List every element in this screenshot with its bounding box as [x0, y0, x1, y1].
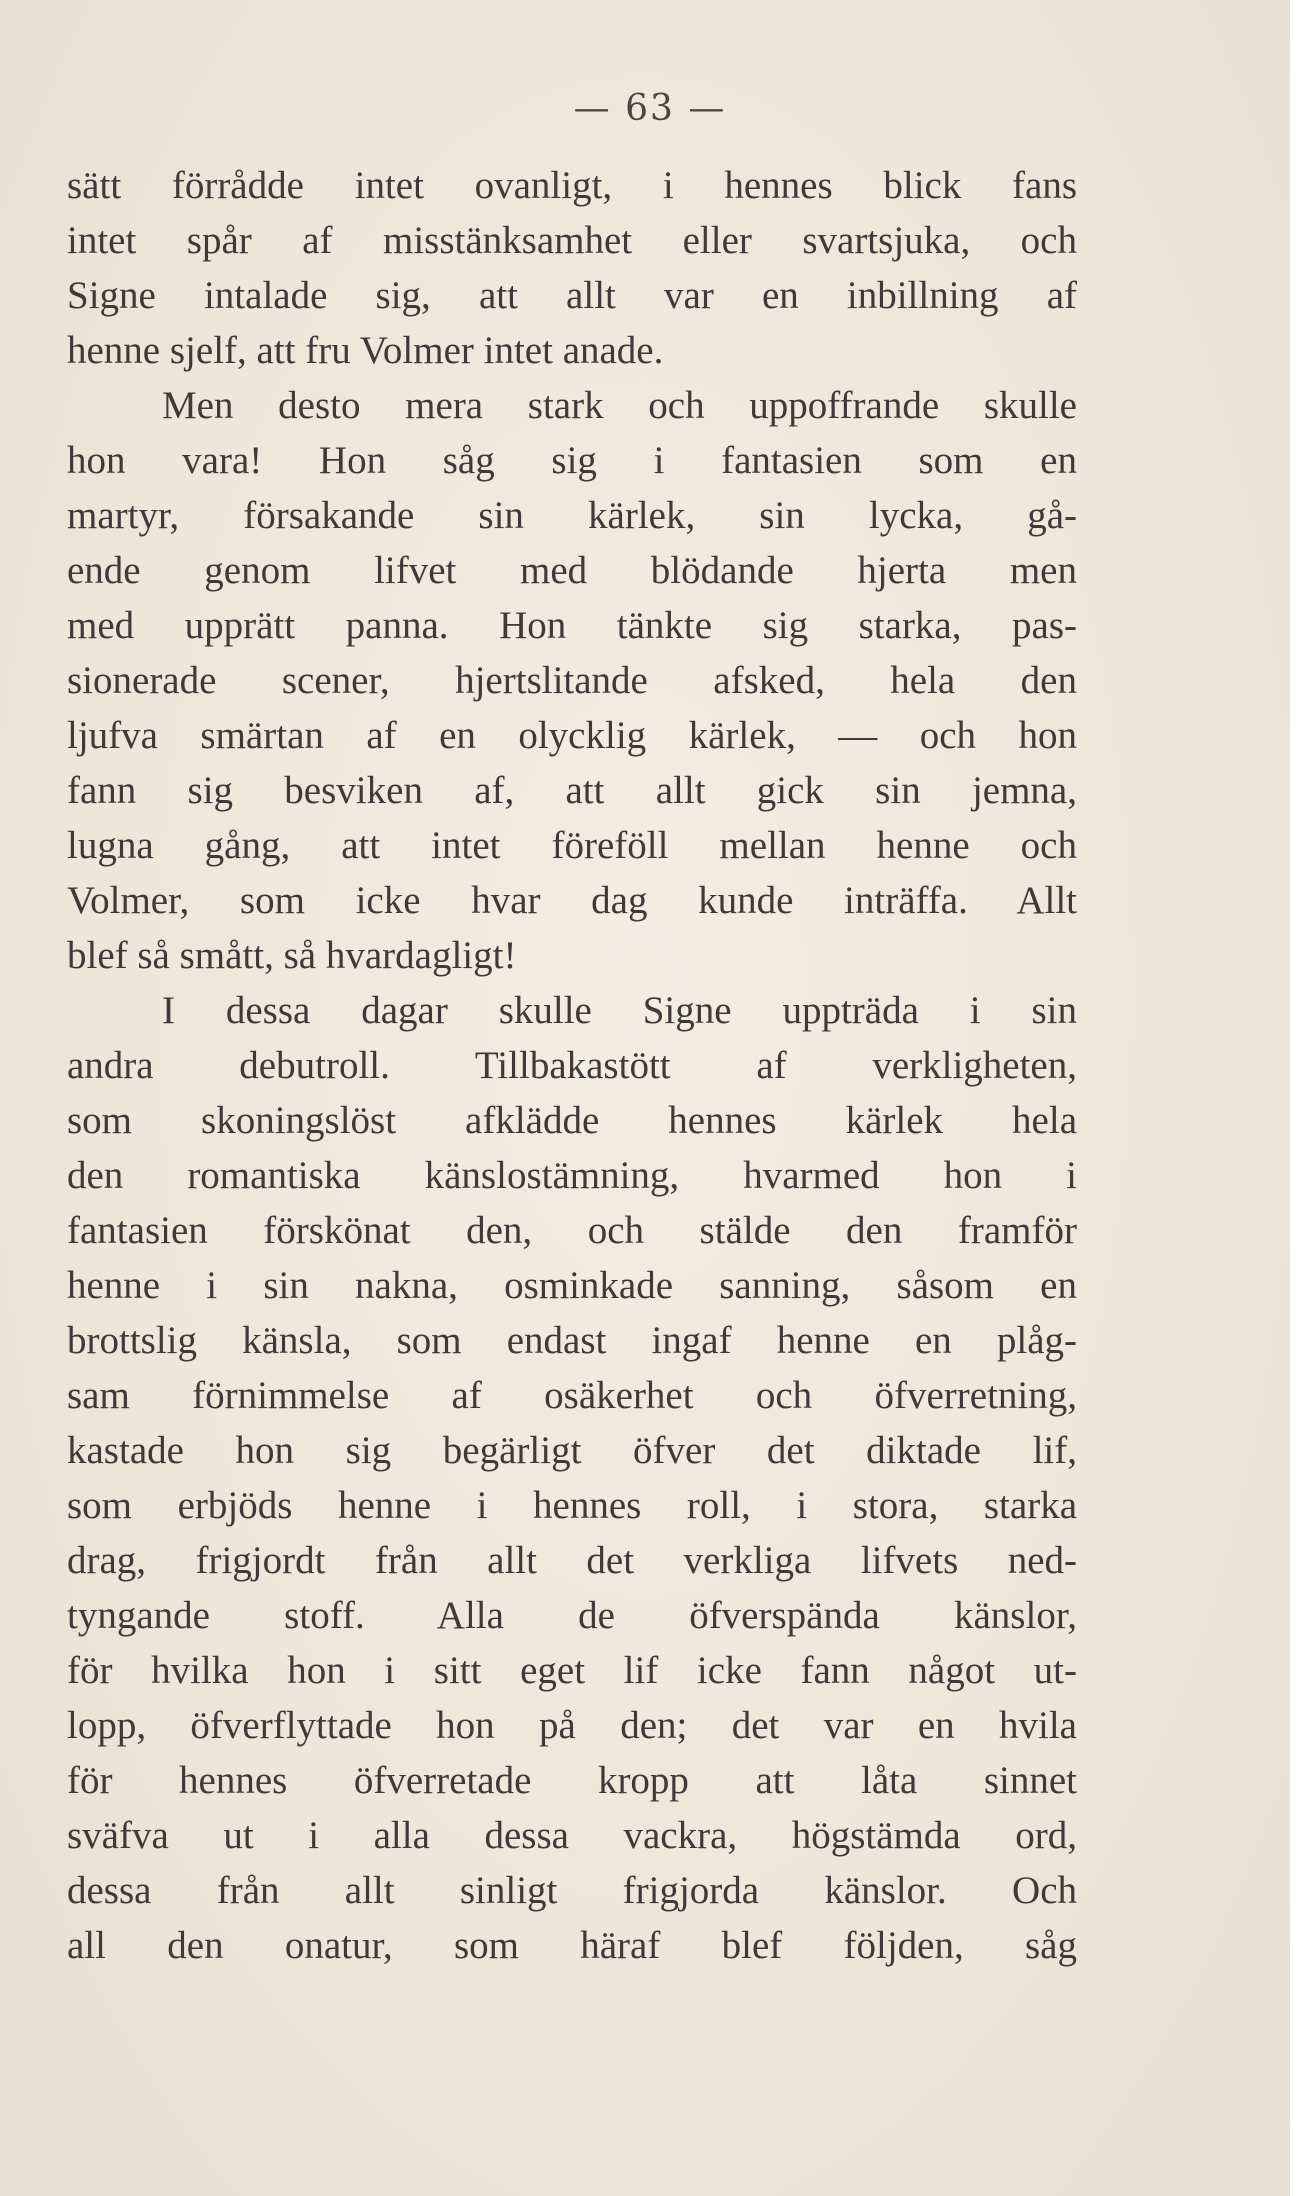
body-text: [67, 158, 1077, 1973]
text-line: Volmer, som icke hvar dag kunde inträffa. Allt: [67, 879, 1077, 922]
text-line: för hvilka hon i sitt eget lif icke fann något ut-: [67, 1649, 1077, 1692]
text-line: som erbjöds henne i hennes roll, i stora, starka: [67, 1484, 1077, 1527]
text-line: fantasien förskönat den, och stälde den framför: [67, 1209, 1077, 1252]
text-line: lopp, öfverflyttade hon på den; det var en hvila: [67, 1704, 1077, 1747]
text-line: som skoningslöst afklädde hennes kärlek hela: [67, 1099, 1077, 1142]
text-line: hon vara! Hon såg sig i fantasien som en: [67, 439, 1077, 482]
text-line: kastade hon sig begärligt öfver det diktade lif,: [67, 1429, 1077, 1472]
page-number: — 63 —: [573, 88, 727, 129]
text-line: henne sjelf, att fru Volmer intet anade.: [67, 329, 664, 372]
text-line: fann sig besviken af, att allt gick sin jemna,: [67, 769, 1077, 812]
text-line: tyngande stoff. Alla de öfverspända känslor,: [67, 1594, 1077, 1637]
text-line: blef så smått, så hvardagligt!: [67, 934, 517, 977]
text-line: andra debutroll. Tillbakastött af verkligheten,: [67, 1044, 1077, 1087]
text-line: sväfva ut i alla dessa vackra, högstämda ord,: [67, 1814, 1077, 1857]
text-line: Men desto mera stark och uppoffrande skulle: [162, 384, 1077, 427]
text-line: sam förnimmelse af osäkerhet och öfverretning,: [67, 1374, 1077, 1417]
text-line: sätt förrådde intet ovanligt, i hennes blick fans: [67, 164, 1077, 207]
text-line: brottslig känsla, som endast ingaf henne en plåg-: [67, 1319, 1077, 1362]
text-line: ljufva smärtan af en olycklig kärlek, — och hon: [67, 714, 1077, 757]
text-line: lugna gång, att intet föreföll mellan henne och: [67, 824, 1077, 867]
text-line: I dessa dagar skulle Signe uppträda i sin: [162, 989, 1077, 1032]
text-line: den romantiska känslostämning, hvarmed hon i: [67, 1154, 1077, 1197]
text-line: ende genom lifvet med blödande hjerta men: [67, 549, 1077, 592]
text-line: med upprätt panna. Hon tänkte sig starka, pas-: [67, 604, 1077, 647]
text-line: intet spår af misstänksamhet eller svartsjuka, och: [67, 219, 1077, 262]
text-line: all den onatur, som häraf blef följden, såg: [67, 1924, 1077, 1967]
text-line: henne i sin nakna, osminkade sanning, såsom en: [67, 1264, 1077, 1307]
text-line: sionerade scener, hjertslitande afsked, hela den: [67, 659, 1077, 702]
text-line: drag, frigjordt från allt det verkliga lifvets ned-: [67, 1539, 1077, 1582]
text-line: för hennes öfverretade kropp att låta sinnet: [67, 1759, 1077, 1802]
text-line: martyr, försakande sin kärlek, sin lycka, gå-: [67, 494, 1077, 537]
text-line: Signe intalade sig, att allt var en inbillning af: [67, 274, 1077, 317]
text-line: dessa från allt sinligt frigjorda känslor. Och: [67, 1869, 1077, 1912]
